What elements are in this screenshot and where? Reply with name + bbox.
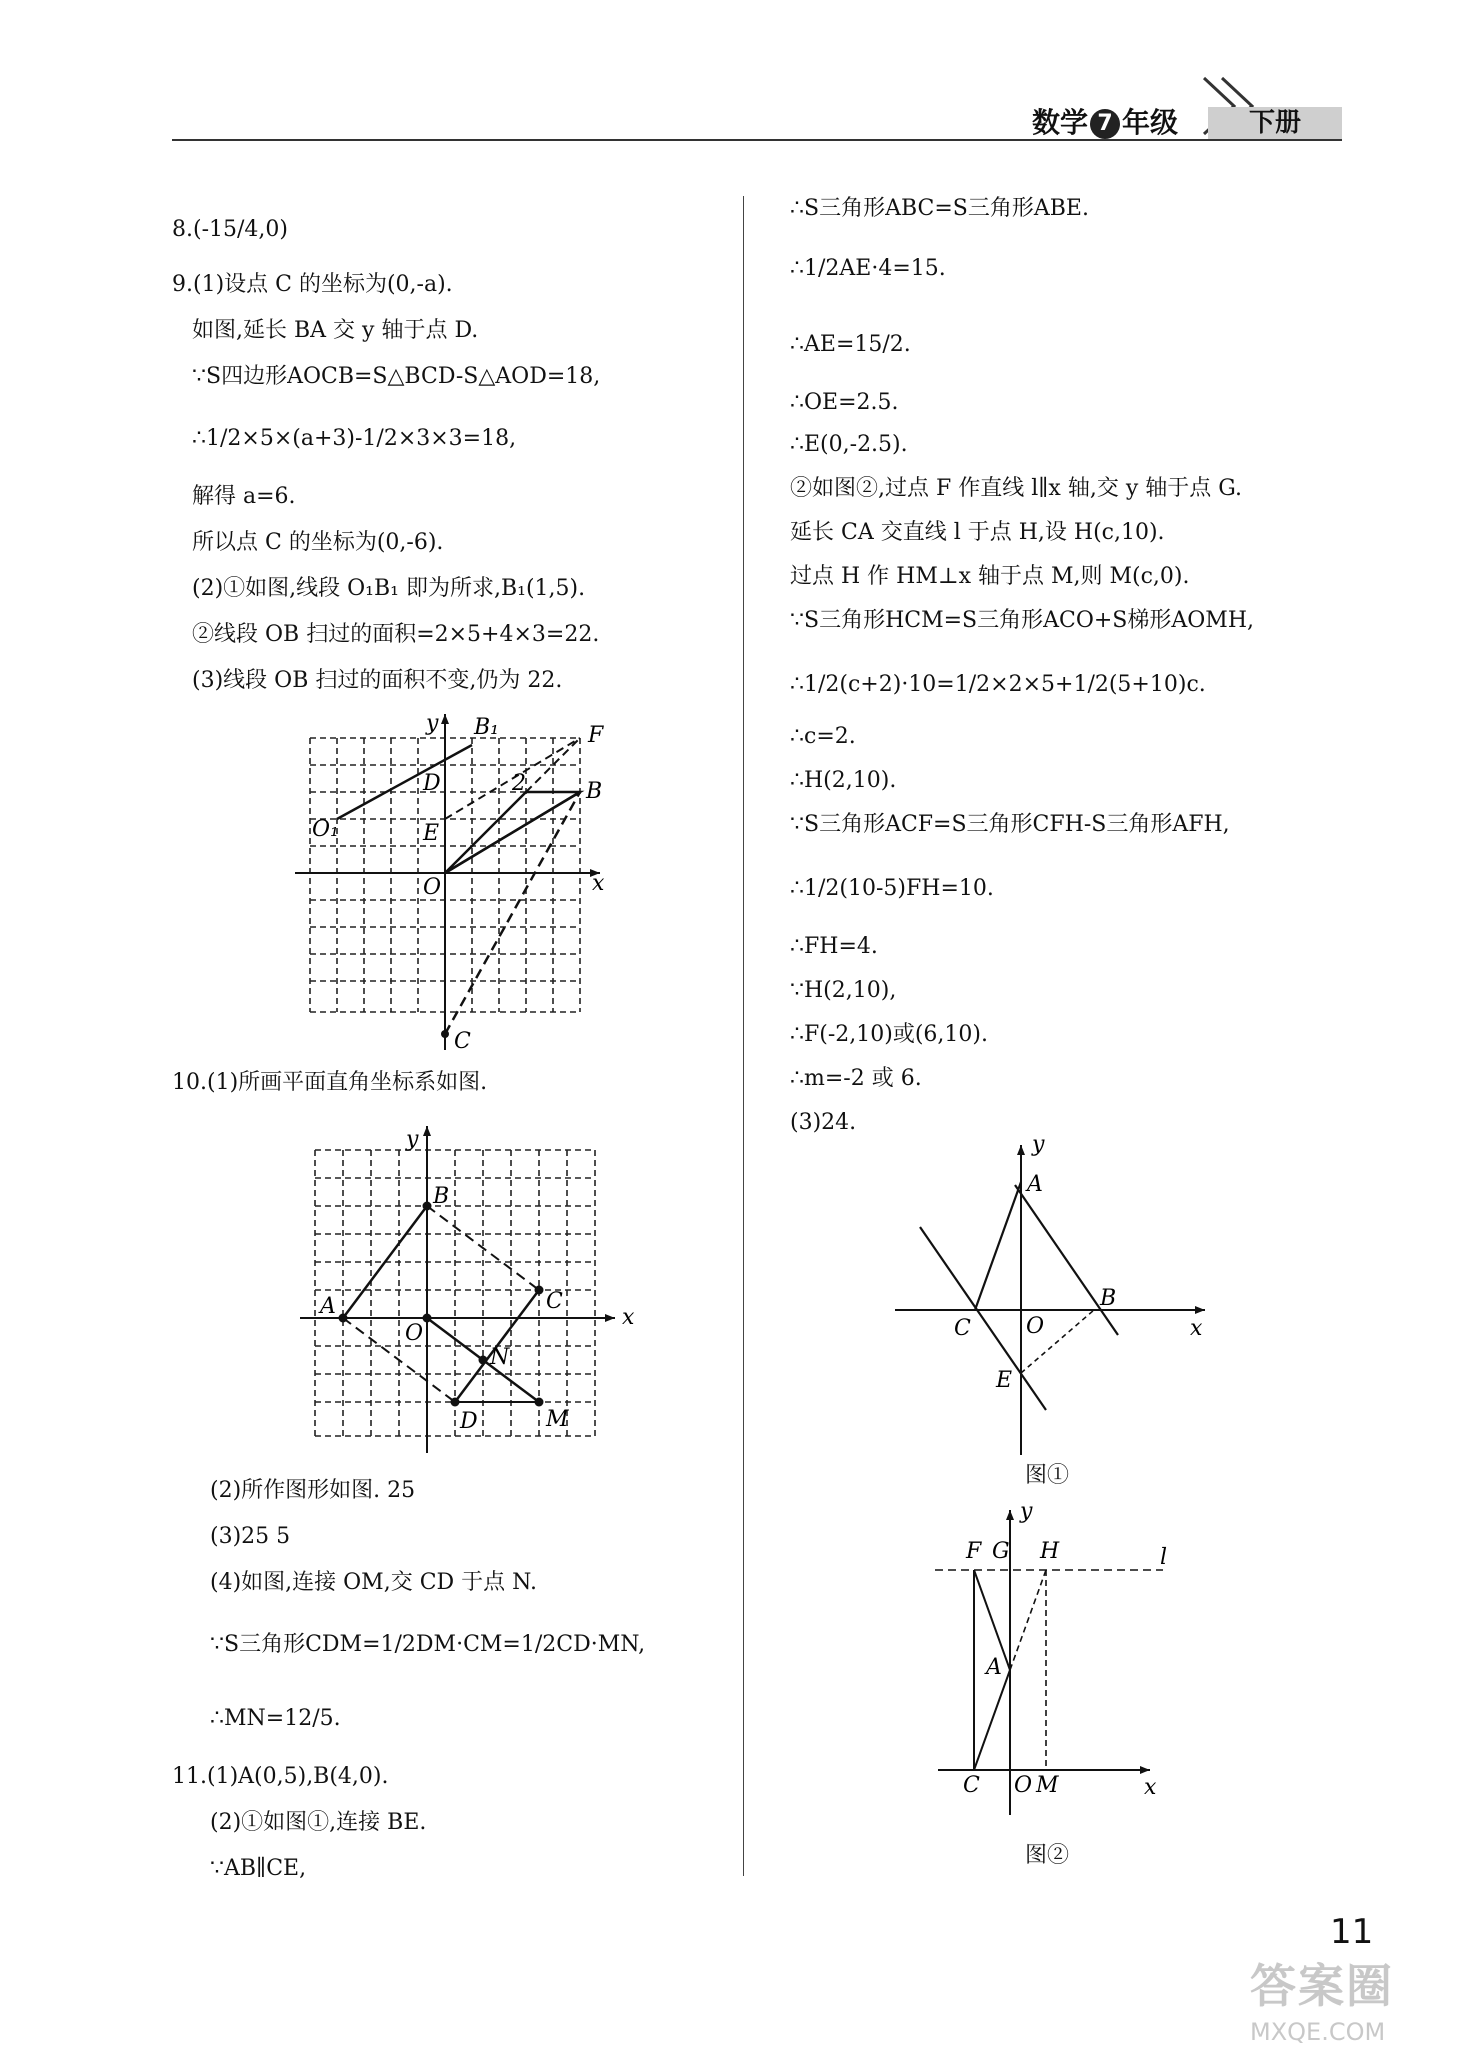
header-grade-suffix: 年级	[1122, 106, 1179, 139]
fig11b-x-arrow	[1140, 1766, 1150, 1774]
fig9-label: B₁	[474, 715, 499, 740]
grade-badge: 7	[1090, 109, 1120, 139]
answer-line: 8.(-15/4,0)	[172, 217, 288, 242]
answer-line: ∴MN=12/5.	[210, 1706, 341, 1731]
fig11b-segment-ah	[1010, 1570, 1046, 1670]
answer-line: (2)所作图形如图. 25	[210, 1478, 416, 1503]
fig11b-label: M	[1036, 1773, 1059, 1798]
figure-11-1	[890, 1135, 1230, 1465]
answer-line: 9.(1)设点 C 的坐标为(0,-a).	[172, 272, 453, 297]
fig11a-x-arrow	[1195, 1306, 1205, 1314]
fig10-label: A	[320, 1294, 336, 1319]
answer-line: ∴FH=4.	[790, 934, 878, 959]
fig9-label: 2	[512, 771, 526, 796]
fig11a-label: C	[954, 1316, 971, 1341]
answer-line: (4)如图,连接 OM,交 CD 于点 N.	[210, 1570, 537, 1595]
figure-caption-1: 图①	[1025, 1463, 1070, 1488]
fig9-label: B	[586, 779, 603, 804]
fig11b-y-arrow	[1006, 1510, 1014, 1520]
header-title	[1032, 106, 1178, 140]
answer-line: ∵AB∥CE,	[210, 1856, 307, 1881]
answer-line: ∵H(2,10),	[790, 978, 897, 1003]
fig11b-label: F	[966, 1539, 982, 1564]
answer-line: ∴m=-2 或 6.	[790, 1066, 922, 1091]
fig11a-label: x	[1190, 1316, 1203, 1341]
fig11b-segment-ca	[974, 1670, 1010, 1770]
answer-line: ∵S三角形CDM=1/2DM·CM=1/2CD·MN,	[210, 1632, 646, 1657]
answer-line: ∵S四边形AOCB=S△BCD-S△AOD=18,	[192, 364, 601, 389]
header-subject: 数学	[1032, 106, 1089, 139]
fig11a-line-ab	[1015, 1185, 1118, 1335]
fig9-label: C	[454, 1029, 471, 1054]
fig11a-y-arrow	[1017, 1145, 1025, 1155]
fig9-label: D	[423, 771, 441, 796]
page-number: 11	[1330, 1912, 1374, 1952]
watermark-site: MXQE.COM	[1250, 2018, 1386, 2046]
answer-line: 11.(1)A(0,5),B(4,0).	[172, 1764, 389, 1789]
fig11b-label: y	[1020, 1500, 1033, 1524]
fig10-label: N	[490, 1345, 510, 1370]
figure-10	[290, 1108, 650, 1458]
answer-line: ∴AE=15/2.	[790, 332, 911, 357]
fig9-segment-cb	[445, 792, 580, 1034]
answer-line: ∵S三角形HCM=S三角形ACO+S梯形AOMH,	[790, 608, 1255, 633]
watermark-brand: 答案圈	[1250, 1959, 1394, 2013]
fig11b-label: H	[1040, 1539, 1060, 1564]
answer-line: ②线段 OB 扫过的面积=2×5+4×3=22.	[192, 622, 600, 647]
figure-caption-2: 图②	[1025, 1843, 1070, 1868]
answer-line: ∴H(2,10).	[790, 768, 897, 793]
fig9-label: F	[588, 723, 604, 748]
fig10-label: B	[433, 1184, 450, 1209]
fig9-segment-o1b1	[337, 745, 472, 819]
watermark	[1250, 1950, 1394, 2046]
fig9-label: x	[592, 871, 605, 896]
answer-line: ∴1/2AE·4=15.	[790, 256, 946, 281]
fig9-label: O	[423, 875, 442, 900]
fig11a-label: y	[1032, 1135, 1045, 1157]
answer-line: ∴1/2(c+2)·10=1/2×2×5+1/2(5+10)c.	[790, 672, 1206, 697]
figure-9	[290, 700, 620, 1060]
fig10-points	[339, 1202, 544, 1407]
answer-line: ∴E(0,-2.5).	[790, 432, 908, 457]
fig11b-label: l	[1160, 1545, 1168, 1570]
answer-line: ∵S三角形ACF=S三角形CFH-S三角形AFH,	[790, 812, 1230, 837]
fig11b-label: A	[986, 1655, 1002, 1680]
fig11a-label: E	[996, 1368, 1013, 1393]
fig9-point-c	[441, 1030, 449, 1038]
header-rule	[172, 139, 1342, 141]
answer-line: 10.(1)所画平面直角坐标系如图.	[172, 1070, 488, 1095]
fig11b-label: O	[1014, 1773, 1033, 1798]
answer-line: ∴1/2(10-5)FH=10.	[790, 876, 994, 901]
answer-line: (2)①如图,线段 O₁B₁ 即为所求,B₁(1,5).	[192, 576, 586, 601]
fig9-y-arrow	[441, 714, 449, 724]
fig11a-segment-ca	[975, 1182, 1021, 1310]
answer-line: (3)24.	[790, 1110, 857, 1135]
fig10-label: y	[406, 1127, 419, 1152]
answer-line: ∴S三角形ABC=S三角形ABE.	[790, 196, 1089, 221]
fig11b-label: x	[1144, 1775, 1157, 1800]
fig11a-label: A	[1027, 1172, 1043, 1197]
fig11a-label: B	[1100, 1286, 1117, 1311]
fig11a-label: O	[1026, 1314, 1045, 1339]
answer-line: 解得 a=6.	[192, 484, 296, 509]
header-volume-tab: 下册	[1208, 107, 1342, 139]
fig9-label: y	[426, 711, 439, 736]
fig10-segment-bc	[427, 1206, 539, 1290]
fig10-x-arrow	[605, 1314, 615, 1322]
fig11b-label: C	[963, 1773, 980, 1798]
fig9-label: E	[423, 821, 440, 846]
column-divider	[743, 196, 744, 1876]
fig10-label: C	[546, 1289, 563, 1314]
fig10-label: D	[460, 1409, 478, 1434]
fig9-label: O₁	[312, 817, 339, 842]
answer-line: 所以点 C 的坐标为(0,-6).	[192, 530, 444, 555]
fig10-label: x	[622, 1305, 635, 1330]
answer-line: 过点 H 作 HM⊥x 轴于点 M,则 M(c,0).	[790, 564, 1190, 589]
answer-line: (3)线段 OB 扫过的面积不变,仍为 22.	[192, 668, 563, 693]
figure-11-2	[930, 1500, 1190, 1820]
fig11b-label: G	[992, 1539, 1010, 1564]
answer-line: ∴1/2×5×(a+3)-1/2×3×3=18,	[192, 426, 517, 451]
answer-line: 如图,延长 BA 交 y 轴于点 D.	[192, 318, 479, 343]
fig10-y-arrow	[423, 1126, 431, 1136]
fig10-label: M	[546, 1407, 569, 1432]
answer-line: (2)①如图①,连接 BE.	[210, 1810, 427, 1835]
answer-line: 延长 CA 交直线 l 于点 H,设 H(c,10).	[790, 520, 1165, 545]
answer-line: (3)25 5	[210, 1524, 291, 1549]
answer-line: ∴OE=2.5.	[790, 390, 899, 415]
answer-line: ②如图②,过点 F 作直线 l∥x 轴,交 y 轴于点 G.	[790, 476, 1243, 501]
answer-line: ∴F(-2,10)或(6,10).	[790, 1022, 988, 1047]
fig10-label: O	[405, 1321, 424, 1346]
answer-line: ∴c=2.	[790, 724, 856, 749]
